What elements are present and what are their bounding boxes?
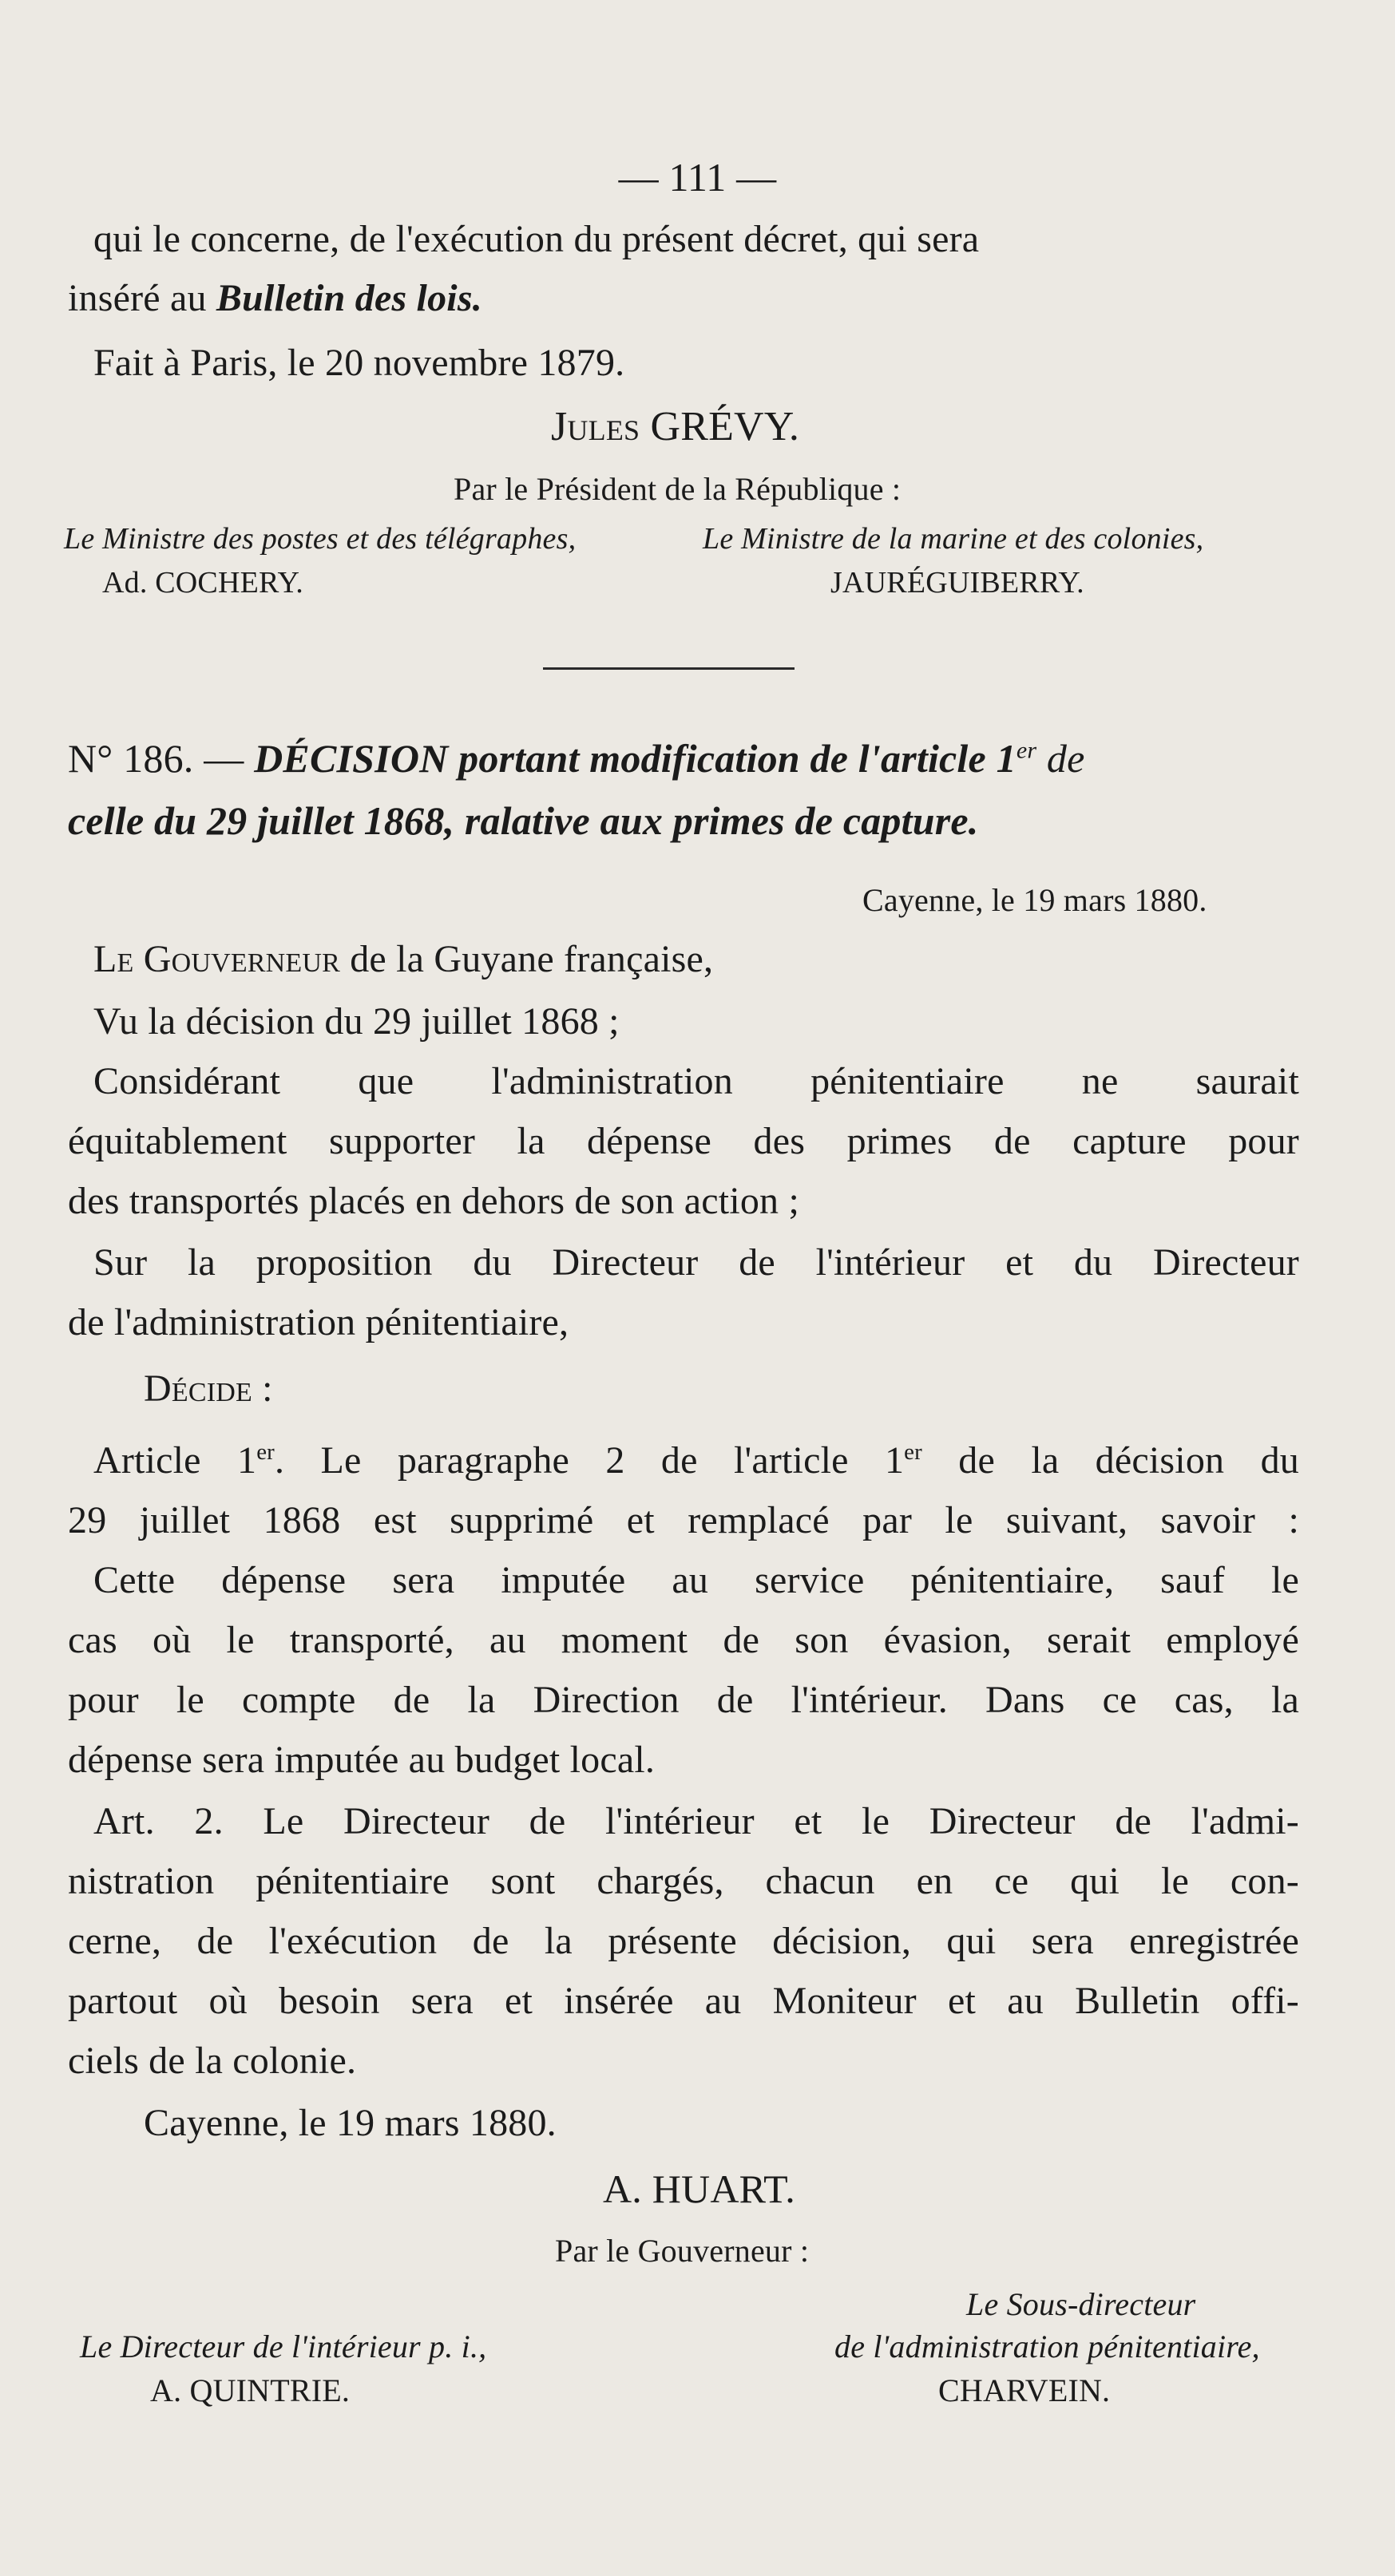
article-2-line-2: nistration pénitentiaire sont chargés, chacun en ce qui le con- <box>68 1860 1299 1902</box>
article-2-line-3: cerne, de l'exécution de la présente décision, qui sera enregistrée <box>68 1920 1299 1962</box>
sur-2: de l'administration pénitentiaire, <box>68 1301 569 1343</box>
minister-2-title: Le Ministre de la marine et des colonies, <box>703 522 1204 556</box>
article-1-text-a: . Le paragraphe 2 de l'article 1 <box>274 1439 905 1482</box>
minister-1-name: Ad. COCHERY. <box>102 566 303 599</box>
closing-place-date: Cayenne, le 19 mars 1880. <box>144 2102 557 2144</box>
bulletin-title: Bulletin des lois. <box>216 277 482 319</box>
decision-title-2: celle du 29 juillet 1868, ralative aux primes de capture. <box>68 798 979 843</box>
considerant-2: équitablement supporter la dépense des primes de capture pour <box>68 1120 1299 1162</box>
governor-rest: de la Guyane française, <box>340 938 714 980</box>
considerant-1: Considérant que l'administration pénitentiaire ne saurait <box>93 1060 1299 1102</box>
signatory-name: A. HUART. <box>603 2166 795 2211</box>
subdirector-title-2: de l'administration pénitentiaire, <box>834 2329 1260 2364</box>
director-title: Le Directeur de l'intérieur p. i., <box>80 2329 487 2364</box>
intro-line-2 <box>68 275 482 322</box>
intro-line-1: qui le concerne, de l'exécution du présent décret, qui sera <box>93 218 980 260</box>
page-number: — 111 — <box>618 155 777 200</box>
decision-number: N° 186. — <box>68 736 244 781</box>
considerant-3: des transportés placés en dehors de son action ; <box>68 1180 799 1222</box>
minister-1-title: Le Ministre des postes et des télégraphes, <box>64 522 577 556</box>
by-governor: Par le Gouverneur : <box>555 2233 810 2269</box>
article-1-line-2: 29 juillet 1868 est supprimé et remplacé par le suivant, savoir : <box>68 1499 1299 1541</box>
article-1-line-1 <box>93 1437 1299 1485</box>
governor-title: Gouverneur <box>143 938 341 980</box>
signature-last-name: GRÉVY. <box>650 404 800 449</box>
cette-4: dépense sera imputée au budget local. <box>68 1739 656 1781</box>
decision-title-sup: er <box>1016 737 1037 764</box>
governor-le: Le <box>93 938 134 980</box>
article-2-line-1: Art. 2. Le Directeur de l'intérieur et le Directeur de l'admi- <box>93 1800 1299 1842</box>
decision-title-1b: de <box>1036 736 1085 781</box>
article-1-sup: er <box>256 1439 275 1465</box>
intro-text: inséré au <box>68 277 216 319</box>
by-president: Par le Président de la République : <box>454 471 902 507</box>
article-1-label: Article 1 <box>93 1439 257 1482</box>
director-name: A. QUINTRIE. <box>150 2372 351 2408</box>
cette-1: Cette dépense sera imputée au service pénitentiaire, sauf le <box>93 1559 1299 1601</box>
subdirector-title-1: Le Sous-directeur <box>966 2286 1196 2322</box>
decision-title-1: DÉCISION portant modification de l'article 1 <box>254 736 1017 781</box>
vu-line: Vu la décision du 29 juillet 1868 ; <box>93 1000 620 1043</box>
section-divider <box>543 667 795 670</box>
cette-2: cas où le transporté, au moment de son évasion, serait employé <box>68 1619 1299 1661</box>
article-1-sup-2: er <box>904 1439 922 1465</box>
article-1-text-b: de la décision du <box>921 1439 1299 1482</box>
minister-2-name: JAURÉGUIBERRY. <box>830 566 1084 599</box>
article-2-line-5: ciels de la colonie. <box>68 2040 357 2082</box>
sur-1: Sur la proposition du Directeur de l'intérieur et du Directeur <box>93 1241 1299 1284</box>
cette-3: pour le compte de la Direction de l'intérieur. Dans ce cas, la <box>68 1679 1299 1721</box>
subdirector-name: CHARVEIN. <box>938 2372 1111 2408</box>
article-2-line-4: partout où besoin sera et insérée au Moniteur et au Bulletin offi- <box>68 1980 1299 2022</box>
decide-heading: Décide : <box>144 1367 273 1410</box>
governor-line <box>93 936 713 983</box>
done-at: Fait à Paris, le 20 novembre 1879. <box>93 342 625 384</box>
signature-first-name: Jules <box>551 404 640 449</box>
decision-place-date: Cayenne, le 19 mars 1880. <box>862 882 1207 918</box>
decision-heading-1 <box>68 734 1085 782</box>
signature-name <box>551 403 799 451</box>
